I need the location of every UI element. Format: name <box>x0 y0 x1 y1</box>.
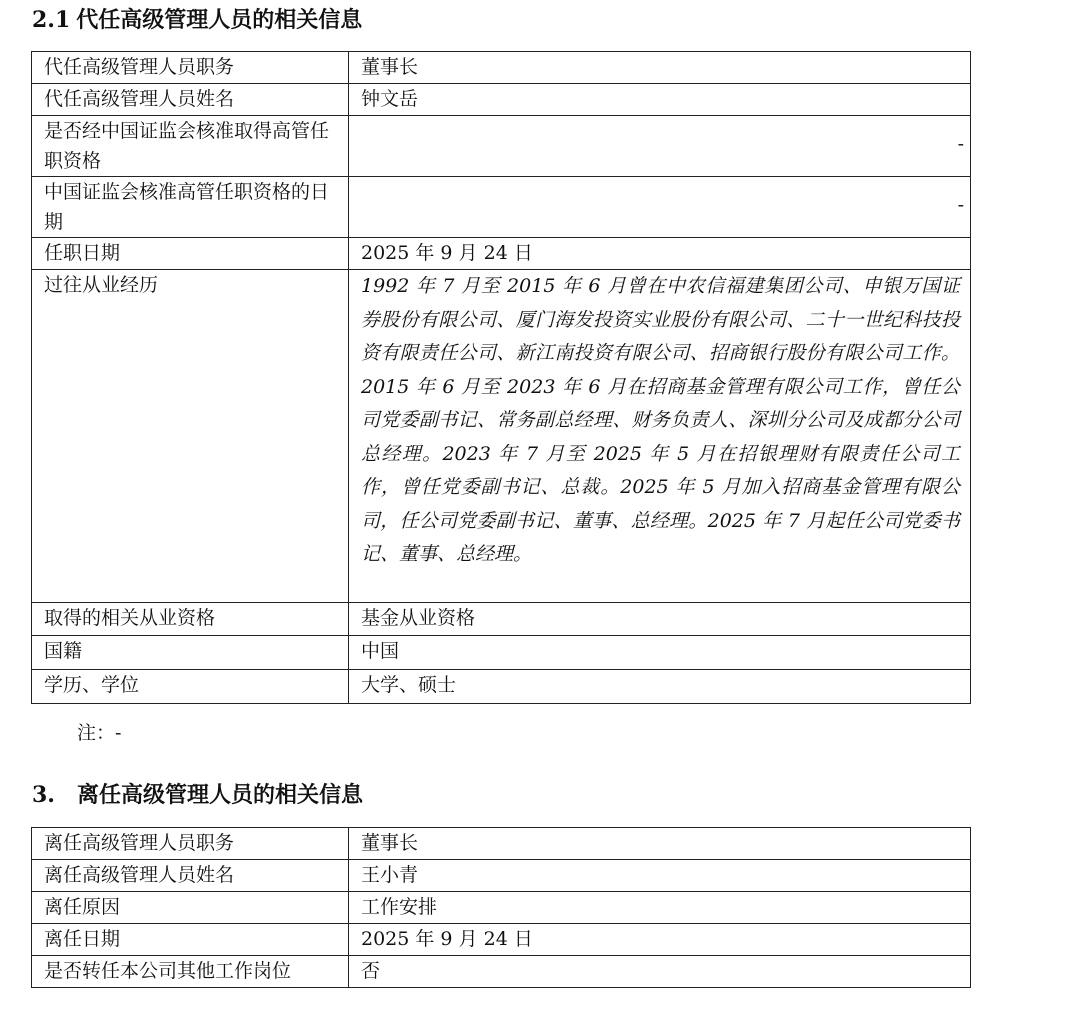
row-label: 学历、学位 <box>32 670 349 704</box>
departing-executive-table <box>31 827 971 988</box>
value-dash: - <box>957 133 964 155</box>
row-label: 是否经中国证监会核准取得高管任职资格 <box>32 116 349 177</box>
row-value: 中国 <box>349 636 971 670</box>
table-row <box>32 177 971 238</box>
table-row <box>32 924 971 956</box>
row-label: 国籍 <box>32 636 349 670</box>
row-label: 是否转任本公司其他工作岗位 <box>32 956 349 988</box>
section-number: 2.1 <box>32 7 71 33</box>
row-label: 过往从业经历 <box>32 270 349 603</box>
row-value: 钟文岳 <box>349 84 971 116</box>
section-title: 离任高级管理人员的相关信息 <box>76 782 363 808</box>
section-heading-acting-executive <box>32 6 362 34</box>
table-row <box>32 828 971 860</box>
table-row <box>32 892 971 924</box>
value-dash: - <box>957 194 964 216</box>
table-row <box>32 84 971 116</box>
table-row <box>32 116 971 177</box>
row-label: 离任高级管理人员职务 <box>32 828 349 860</box>
table-row <box>32 52 971 84</box>
section-title: 代任高级管理人员的相关信息 <box>76 7 363 33</box>
row-label: 取得的相关从业资格 <box>32 603 349 636</box>
table-row <box>32 860 971 892</box>
row-label: 任职日期 <box>32 238 349 270</box>
row-value-experience: 1992 年 7 月至 2015 年 6 月曾在中农信福建集团公司、申银万国证券股份有限公司、厦门海发投资实业股份有限公司、二十一世纪科技投资有限责任公司、新江南投资有限公司、招商银行股份有限公司工作。2015 年 6 月至 2023 年 6 月在招商基金管理有限公司工作，曾任公司党委副书记、常务副总经理、财务负责人、深圳分公司及成都分公司总经理。2023 年 7 月至 2025 年 5 月在招银理财有限责任公司工作，曾任党委副书记、总裁。2025 年 5 月加入招商基金管理有限公司，任公司党委副书记、董事、总经理。2025 年 7 月起任公司党委书记、董事、总经理。 <box>349 270 971 603</box>
section-heading-departing-executive <box>32 781 363 809</box>
row-value <box>349 116 971 177</box>
row-value: 2025 年 9 月 24 日 <box>349 924 971 956</box>
table-row <box>32 670 971 704</box>
row-value: 董事长 <box>349 52 971 84</box>
row-value: 大学、硕士 <box>349 670 971 704</box>
acting-executive-table <box>31 51 971 704</box>
row-value: 基金从业资格 <box>349 603 971 636</box>
section-number: 3. <box>32 782 55 808</box>
table-row <box>32 238 971 270</box>
table-row <box>32 603 971 636</box>
row-label: 离任高级管理人员姓名 <box>32 860 349 892</box>
row-label: 离任原因 <box>32 892 349 924</box>
row-value <box>349 177 971 238</box>
table-row <box>32 636 971 670</box>
table-row <box>32 956 971 988</box>
row-label: 离任日期 <box>32 924 349 956</box>
row-label: 中国证监会核准高管任职资格的日期 <box>32 177 349 238</box>
row-value: 否 <box>349 956 971 988</box>
row-value: 2025 年 9 月 24 日 <box>349 238 971 270</box>
row-value: 工作安排 <box>349 892 971 924</box>
row-value: 王小青 <box>349 860 971 892</box>
row-label: 代任高级管理人员姓名 <box>32 84 349 116</box>
table-row <box>32 270 971 603</box>
row-value: 董事长 <box>349 828 971 860</box>
row-label: 代任高级管理人员职务 <box>32 52 349 84</box>
table-note: 注：- <box>77 722 122 744</box>
